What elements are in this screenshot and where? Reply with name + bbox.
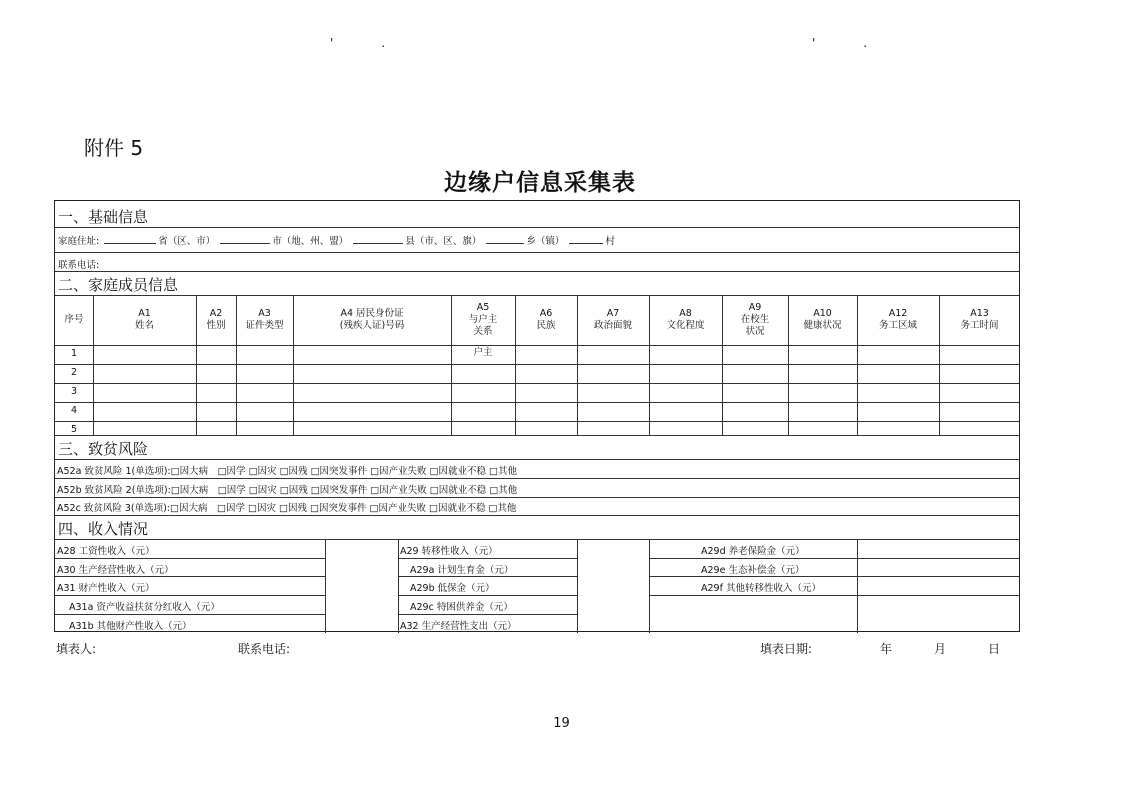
footer-day: 日 [988, 642, 1001, 656]
footer-filler: 填表人: [56, 642, 97, 656]
member-cell[interactable] [452, 365, 514, 382]
member-cell[interactable] [789, 422, 856, 434]
city-blank[interactable] [220, 234, 270, 244]
member-cell[interactable] [650, 403, 721, 420]
city-label: 市（地、州、盟） [272, 236, 349, 247]
member-cell[interactable] [94, 346, 195, 363]
member-cell[interactable] [197, 403, 235, 420]
member-cell[interactable] [294, 403, 450, 420]
village-blank[interactable] [569, 234, 603, 244]
member-cell[interactable] [789, 365, 856, 382]
town-blank[interactable] [486, 234, 524, 244]
province-blank[interactable] [104, 234, 156, 244]
member-cell[interactable] [723, 346, 787, 363]
member-header-12: A13 务工时间 [960, 308, 999, 331]
phone-line [58, 257, 99, 271]
income-value-cell[interactable] [578, 596, 648, 613]
member-header-0: 序号 [64, 314, 84, 325]
member-row-number: 2 [70, 367, 78, 378]
risk-row-2[interactable]: A52b 致贫风险 2(单选项):□因大病 □因学 □因灾 □因残 □因突发事件 □因产业失败 □因就业不稳 □其他 [57, 485, 518, 496]
member-header-5: A5 与户主 关系 [468, 302, 498, 337]
address-line [58, 233, 615, 247]
member-cell[interactable] [858, 384, 938, 401]
member-cell[interactable] [650, 365, 721, 382]
section-basic-heading: 一、基础信息 [58, 208, 149, 226]
member-cell[interactable] [789, 403, 856, 420]
member-cell[interactable] [789, 346, 856, 363]
section-family-heading: 二、家庭成员信息 [58, 276, 179, 294]
county-blank[interactable] [353, 234, 403, 244]
member-cell[interactable] [578, 365, 648, 382]
member-cell[interactable] [578, 346, 648, 363]
address-label: 家庭住址: [58, 236, 100, 247]
member-header-1: A1 姓名 [134, 308, 154, 331]
income-col2-0: A29 转移性收入（元） [400, 546, 498, 557]
member-header-2: A2 性别 [206, 308, 226, 331]
member-cell[interactable] [516, 346, 576, 363]
member-cell[interactable] [452, 403, 514, 420]
member-cell[interactable] [940, 384, 1019, 401]
form-title: 边缘户信息采集表 [444, 169, 636, 196]
member-cell[interactable] [858, 365, 938, 382]
income-value-cell[interactable] [326, 577, 397, 594]
income-col1-1: A30 生产经营性收入（元） [57, 565, 174, 576]
income-col1-2: A31 财产性收入（元） [57, 583, 155, 594]
member-cell[interactable] [858, 422, 938, 434]
income-col3-1: A29e 生态补偿金（元） [701, 565, 805, 576]
member-cell[interactable] [516, 384, 576, 401]
province-label: 省（区、市） [158, 236, 216, 247]
member-cell[interactable] [94, 365, 195, 382]
member-cell[interactable] [650, 384, 721, 401]
member-cell[interactable] [516, 403, 576, 420]
member-cell[interactable] [294, 365, 450, 382]
member-cell[interactable] [294, 346, 450, 363]
member-cell[interactable] [237, 384, 292, 401]
member-row-number: 3 [70, 386, 78, 397]
income-value-cell[interactable] [858, 559, 1018, 575]
income-col2-4: A32 生产经营性支出（元） [400, 621, 517, 632]
village-label: 村 [605, 236, 615, 247]
member-cell[interactable] [197, 346, 235, 363]
householder-label: 户主 [473, 347, 493, 358]
income-value-cell[interactable] [578, 559, 648, 575]
income-value-cell[interactable] [326, 540, 397, 557]
income-value-cell[interactable] [326, 615, 397, 632]
footer-year: 年 [880, 642, 893, 656]
member-cell[interactable] [940, 346, 1019, 363]
section-income-heading: 四、收入情况 [58, 520, 149, 538]
phone-label: 联系电话: [58, 260, 100, 271]
income-col1-4: A31b 其他财产性收入（元） [69, 621, 192, 632]
member-cell[interactable] [858, 403, 938, 420]
member-cell[interactable] [723, 403, 787, 420]
footer-phone: 联系电话: [238, 642, 291, 656]
member-cell[interactable] [650, 422, 721, 434]
income-value-cell[interactable] [858, 577, 1018, 594]
annex-label: 附件 5 [84, 136, 144, 160]
member-header-11: A12 务工区域 [878, 308, 917, 331]
member-cell[interactable] [578, 403, 648, 420]
member-cell[interactable] [94, 422, 195, 434]
member-header-7: A7 政治面貌 [593, 308, 632, 331]
footer-month: 月 [934, 642, 947, 656]
income-col2-3: A29c 特困供养金（元） [410, 602, 513, 613]
income-value-cell[interactable] [578, 615, 648, 632]
member-header-6: A6 民族 [536, 308, 556, 331]
member-row-number: 1 [70, 348, 78, 359]
risk-row-3[interactable]: A52c 致贫风险 3(单选项):□因大病 □因学 □因灾 □因残 □因突发事件 □因产业失败 □因就业不稳 □其他 [57, 503, 517, 514]
member-cell[interactable] [940, 403, 1019, 420]
section-risk-heading: 三、致贫风险 [58, 440, 149, 458]
income-value-cell[interactable] [858, 540, 1018, 557]
income-col1-3: A31a 资产收益扶贫分红收入（元） [69, 602, 220, 613]
member-header-3: A3 证件类型 [245, 308, 284, 331]
member-header-9: A9 在校生 状况 [740, 302, 770, 337]
member-cell[interactable] [294, 422, 450, 434]
member-cell[interactable] [237, 365, 292, 382]
page-number: 19 [553, 716, 570, 731]
member-cell[interactable] [516, 365, 576, 382]
member-cell[interactable] [940, 365, 1019, 382]
member-cell[interactable] [294, 384, 450, 401]
member-cell[interactable] [723, 365, 787, 382]
member-cell[interactable] [858, 346, 938, 363]
member-cell[interactable] [940, 422, 1019, 434]
county-label: 县（市、区、旗） [405, 236, 482, 247]
member-cell[interactable] [578, 384, 648, 401]
member-cell[interactable] [94, 403, 195, 420]
member-row-number: 4 [70, 405, 78, 416]
member-header-8: A8 文化程度 [666, 308, 705, 331]
income-value-cell[interactable] [578, 577, 648, 594]
member-cell[interactable] [94, 384, 195, 401]
member-row-number: 5 [70, 424, 78, 435]
member-cell[interactable] [452, 422, 514, 434]
member-cell[interactable] [197, 384, 235, 401]
income-col2-2: A29b 低保金（元） [410, 583, 495, 594]
risk-row-1[interactable]: A52a 致贫风险 1(单选项):□因大病 □因学 □因灾 □因残 □因突发事件 □因产业失败 □因就业不稳 □其他 [57, 466, 518, 477]
member-header-4: A4 居民身份证 (残疾人证)号码 [339, 308, 405, 331]
member-cell[interactable] [723, 422, 787, 434]
income-value-cell[interactable] [326, 559, 397, 575]
income-col2-1: A29a 计划生育金（元） [410, 565, 514, 576]
income-value-cell[interactable] [326, 596, 397, 613]
member-cell[interactable] [452, 384, 514, 401]
member-header-10: A10 健康状况 [803, 308, 842, 331]
member-cell[interactable] [723, 384, 787, 401]
member-cell[interactable] [516, 422, 576, 434]
collection-form [54, 200, 1020, 632]
income-col1-0: A28 工资性收入（元） [57, 546, 155, 557]
member-cell[interactable] [237, 346, 292, 363]
member-cell[interactable] [578, 422, 648, 434]
town-label: 乡（镇） [526, 236, 565, 247]
member-cell[interactable] [789, 384, 856, 401]
income-col3-0: A29d 养老保险金（元） [701, 546, 805, 557]
member-cell[interactable] [197, 365, 235, 382]
member-cell[interactable] [237, 403, 292, 420]
footer-date: 填表日期: [760, 642, 813, 656]
member-cell[interactable] [197, 422, 235, 434]
income-col3-2: A29f 其他转移性收入（元） [701, 583, 821, 594]
member-cell[interactable] [650, 346, 721, 363]
income-value-cell[interactable] [578, 540, 648, 557]
member-cell[interactable] [237, 422, 292, 434]
